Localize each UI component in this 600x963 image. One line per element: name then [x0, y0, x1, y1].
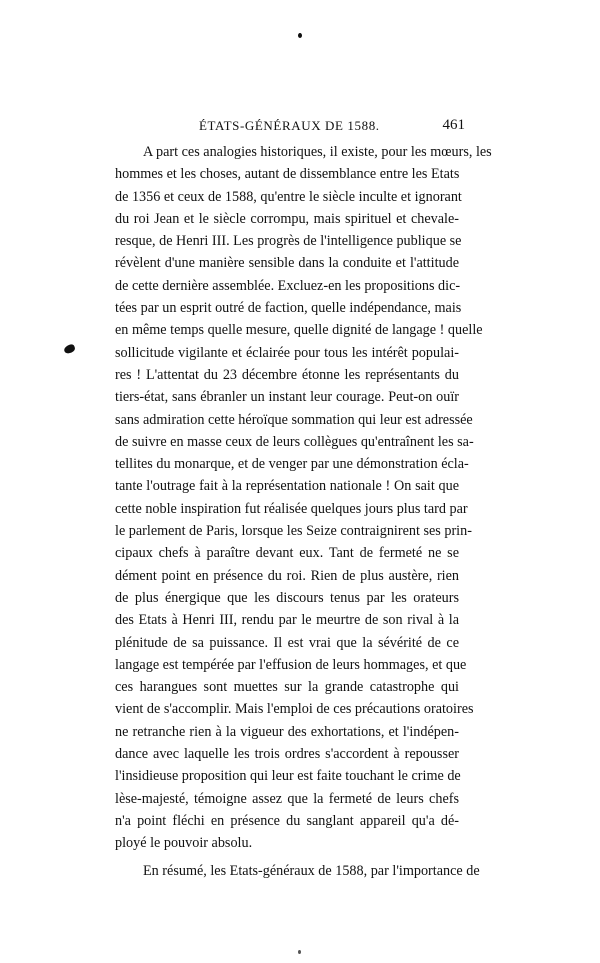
page-header [115, 118, 465, 140]
text-line: des Etats à Henri III, rendu par le meurtre de son rival à la [115, 612, 459, 629]
text-line: A part ces analogies historiques, il existe, pour les mœurs, les [143, 144, 492, 160]
text-line: dance avec laquelle les trois ordres s'accordent à repousser [115, 746, 459, 763]
text-line: tiers-état, sans ébranler un instant leur courage. Peut-on ouïr [115, 389, 459, 406]
text-line: dément point en présence du roi. Rien de plus austère, rien [115, 567, 459, 584]
ink-speck-top [298, 33, 302, 38]
text-line: révèlent d'une manière sensible dans la conduite et l'attitude [115, 255, 459, 272]
text-line: de cette dernière assemblée. Excluez-en les propositions dic- [115, 277, 461, 294]
text-line: du roi Jean et le siècle corrompu, mais spirituel et chevale- [115, 210, 459, 227]
running-title: ÉTATS-GÉNÉRAUX DE 1588. [199, 118, 380, 133]
text-line: res ! L'attentat du 23 décembre étonne les représentants du [115, 366, 459, 383]
text-line: en même temps quelle mesure, quelle dignité de langage ! quelle [115, 322, 483, 339]
text-line: de plus énergique que les discours tenus par les orateurs [115, 589, 459, 606]
margin-ink-blot [63, 343, 76, 354]
text-line: ne retranche rien à la vigueur des exhortations, et l'indépen- [115, 723, 459, 740]
text-line: sans admiration cette héroïque sommation qui leur est adressée [115, 411, 473, 428]
text-line: n'a point fléchi en présence du sanglant appareil qu'a dé- [115, 812, 459, 829]
paragraph-2 [115, 860, 480, 882]
ink-speck-bottom [298, 950, 301, 954]
text-line: ces harangues sont muettes sur la grande catastrophe qui [115, 679, 459, 696]
page-number: 461 [442, 117, 465, 133]
text-line: le parlement de Paris, lorsque les Seize contraignirent ses prin- [115, 523, 472, 540]
text-line: vient de s'accomplir. Mais l'emploi de ces précautions oratoires [115, 701, 474, 718]
text-line: langage est tempérée par l'effusion de leurs hommages, et que [115, 656, 467, 673]
body-text [115, 141, 492, 882]
text-line: de 1356 et ceux de 1588, qu'entre le siècle inculte et ignorant [115, 188, 462, 205]
text-line: hommes et les choses, autant de dissemblance entre les Etats [115, 166, 460, 183]
text-line: cette noble inspiration fut réalisée quelques jours plus tard par [115, 500, 468, 517]
text-line: cipaux chefs à paraître devant eux. Tant de fermeté ne se [115, 545, 459, 562]
text-line: tées par un esprit outré de faction, quelle indépendance, mais [115, 300, 462, 317]
text-line: tante l'outrage fait à la représentation nationale ! On sait que [115, 478, 459, 495]
text-line: tellites du monarque, et de venger par une démonstration écla- [115, 456, 469, 473]
text-line: lèse-majesté, témoigne assez que la fermeté de leurs chefs [115, 790, 459, 807]
text-line: En résumé, les Etats-généraux de 1588, par l'importance de [143, 862, 480, 879]
paragraph-1 [115, 141, 492, 855]
text-line: resque, de Henri III. Les progrès de l'intelligence publique se [115, 233, 462, 250]
text-line: sollicitude vigilante et éclairée pour tous les intérêt populai- [115, 344, 459, 361]
text-line: l'insidieuse proposition qui leur est faite touchant le crime de [115, 768, 461, 785]
text-line: plénitude de sa puissance. Il est vrai que la sévérité de ce [115, 634, 459, 651]
text-line: de suivre en masse ceux de leurs collègues qu'entraînent les sa- [115, 433, 474, 450]
text-line: ployé le pouvoir absolu. [115, 835, 253, 852]
